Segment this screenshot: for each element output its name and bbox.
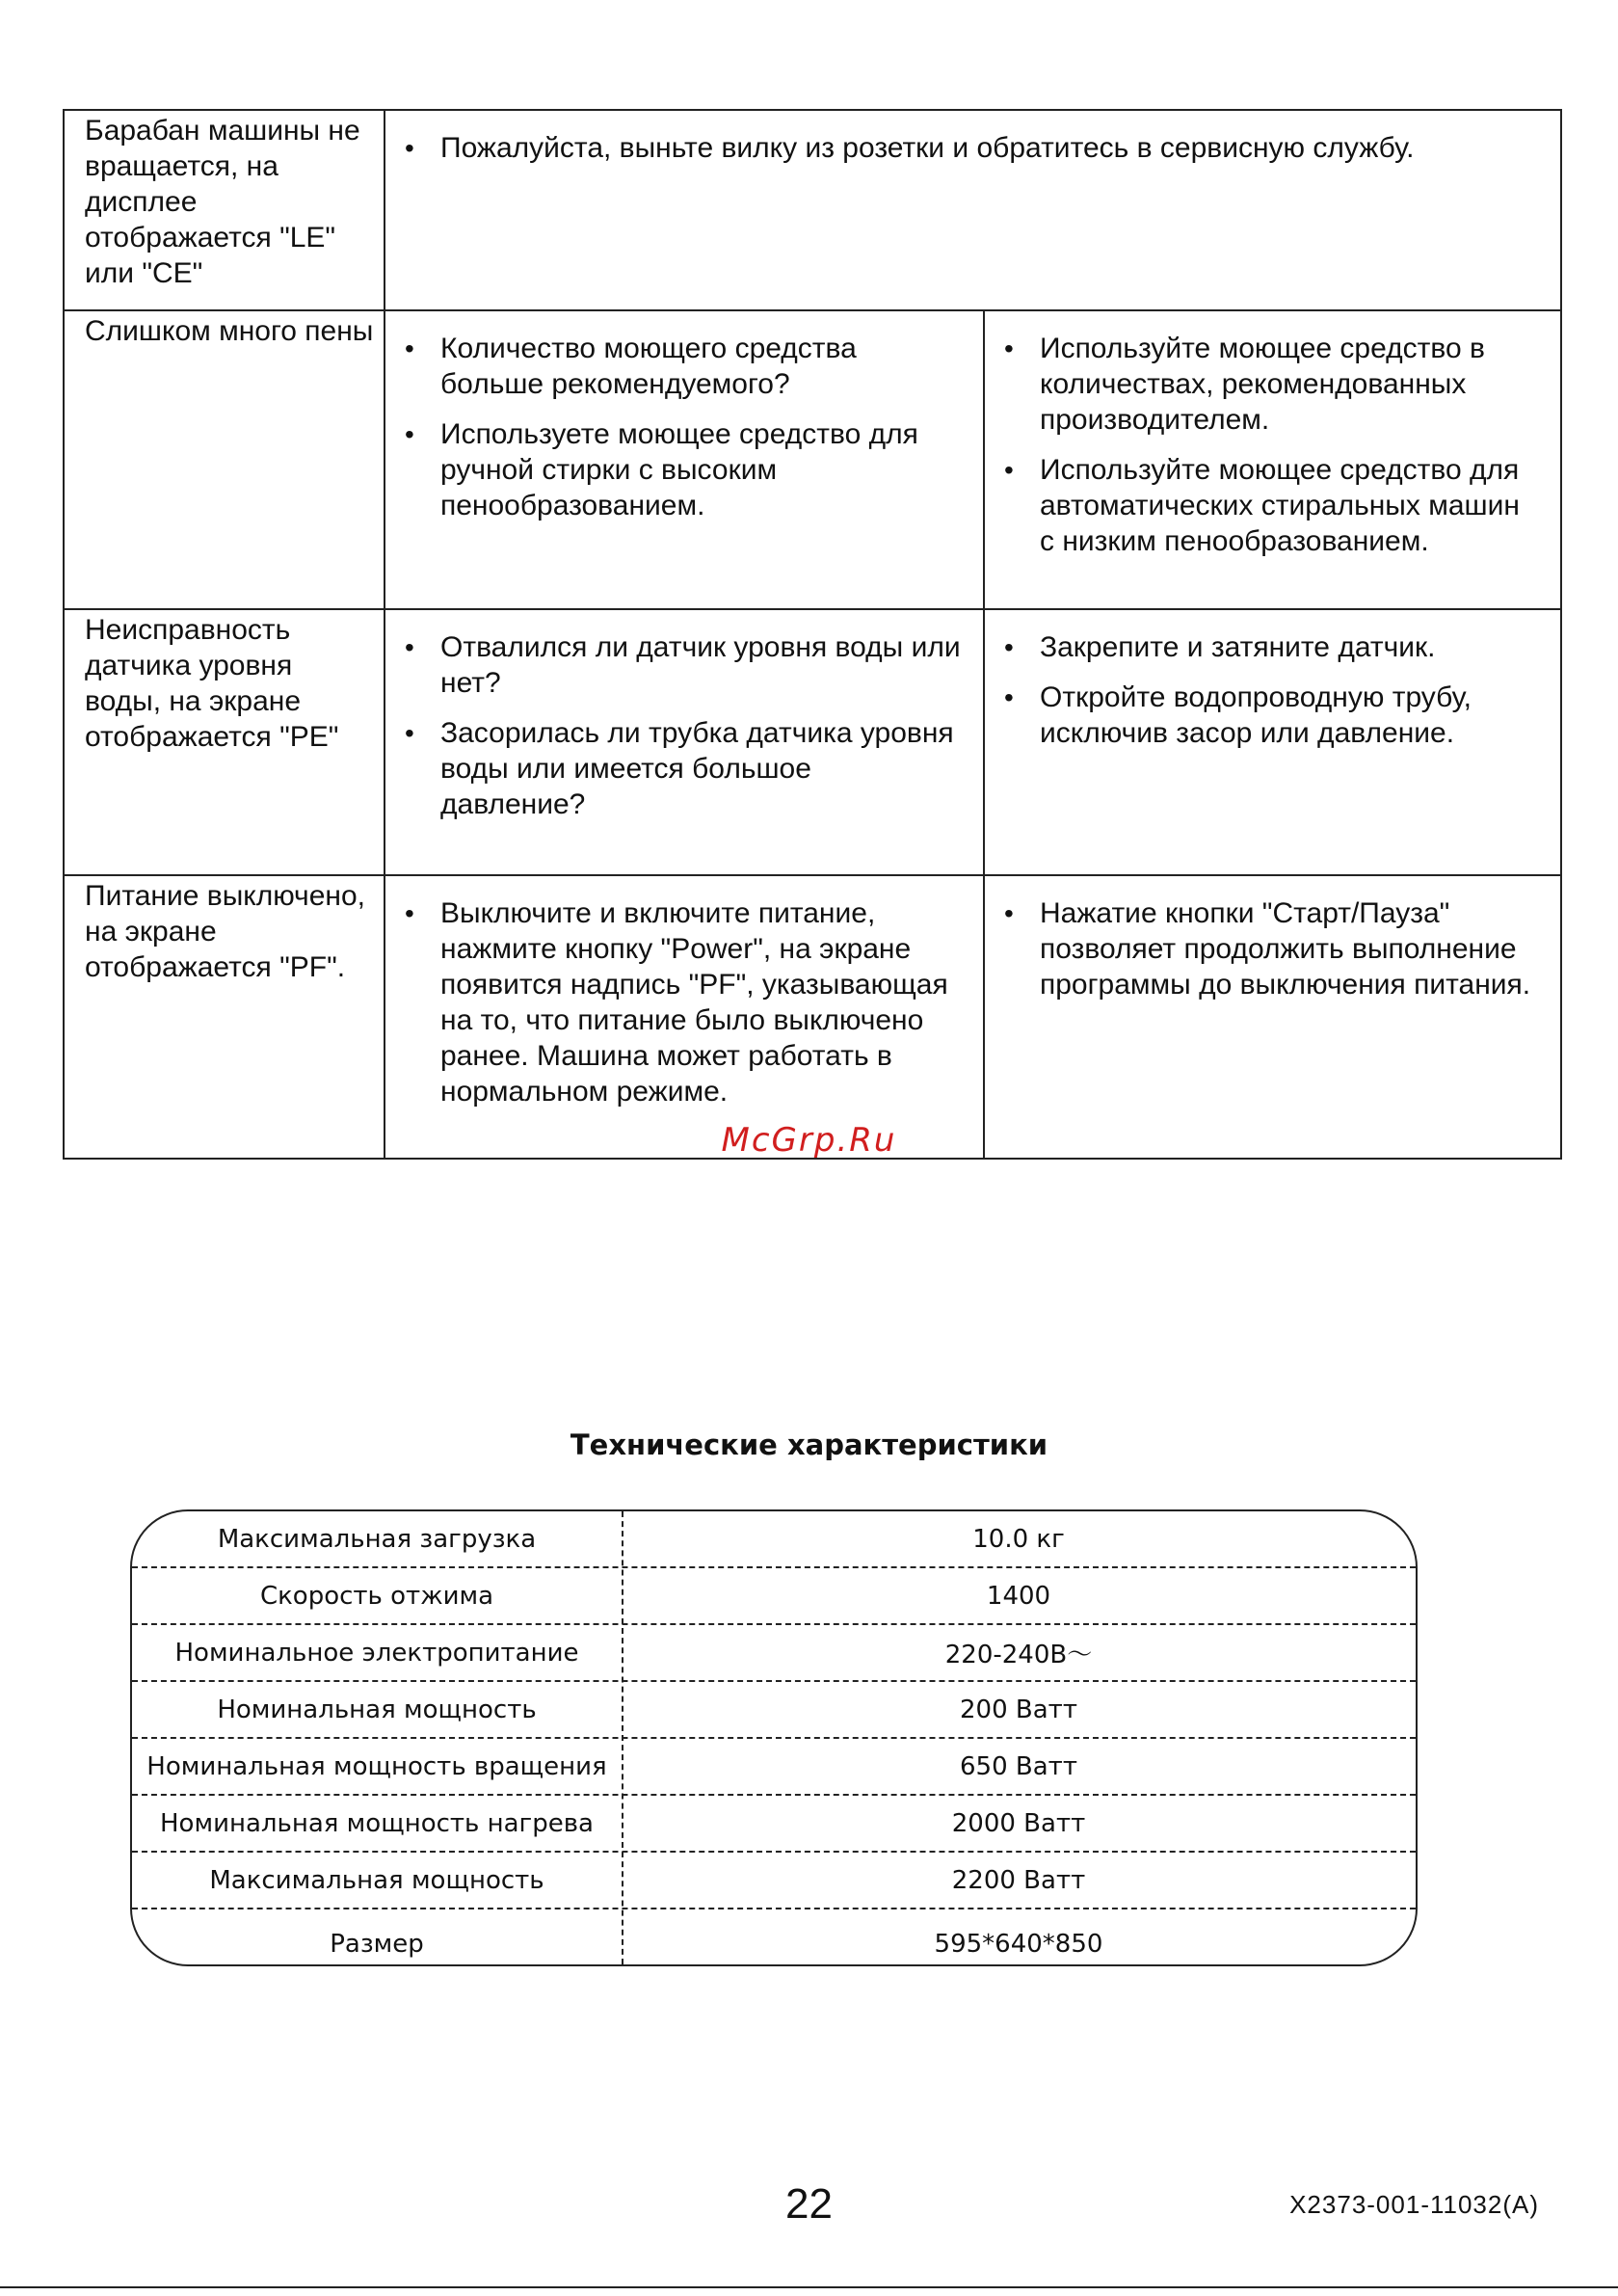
spec-value: 595*640*850	[934, 1930, 1103, 1959]
spec-value: 650 Ватт	[960, 1751, 1077, 1781]
list-item: • Пожалуйста, выньте вилку из розетки и обратитесь в сервисную службу.	[405, 130, 1539, 166]
list-item: • Выключите и включите питание, нажмите кнопку "Power", на экране появится надпись "PF", указывающая на то, что питание было выключено ранее. Машина может работать в нормальном режиме.	[405, 895, 962, 1109]
table-row	[64, 875, 1561, 1159]
spec-value: 2200 Ватт	[951, 1865, 1086, 1895]
list-item: • Используете моющее средство для ручной стирки с высоким пенообразованием.	[405, 416, 962, 523]
list-item: • Используйте моющее средство в количествах, рекомендованных производителем.	[1004, 331, 1539, 438]
cause-cell	[385, 110, 1561, 310]
cause-cell	[385, 609, 984, 875]
solution-cell	[984, 609, 1561, 875]
specs-title: Технические характеристики	[570, 1428, 1048, 1461]
table-row	[64, 310, 1561, 609]
spec-label: Номинальное электропитание	[174, 1638, 579, 1668]
spec-row	[132, 1625, 1416, 1682]
list-item: • Нажатие кнопки "Старт/Пауза" позволяет продолжить выполнение программы до выключения питания.	[1004, 895, 1539, 1002]
spec-row	[132, 1796, 1416, 1853]
table-row	[64, 110, 1561, 310]
spec-label: Максимальная загрузка	[217, 1524, 537, 1554]
solution-cell	[984, 875, 1561, 1159]
spec-row	[132, 1511, 1416, 1568]
list-item: • Отвалился ли датчик уровня воды или нет?	[405, 629, 962, 701]
spec-row	[132, 1739, 1416, 1796]
list-item: • Закрепите и затяните датчик.	[1004, 629, 1539, 665]
specs-table	[130, 1509, 1418, 1966]
problem-cell: Питание выключено, на экране отображается "PF".	[64, 875, 385, 1159]
spec-row	[132, 1568, 1416, 1625]
spec-row	[132, 1682, 1416, 1739]
spec-row	[132, 1909, 1416, 1966]
spec-label: Номинальная мощность нагрева	[160, 1808, 594, 1838]
spec-value: 220-240В～	[944, 1641, 1093, 1669]
watermark: McGrp.Ru	[721, 1121, 897, 1160]
spec-label: Номинальная мощность	[217, 1695, 537, 1724]
troubleshooting-table	[63, 109, 1562, 1160]
spec-label: Размер	[330, 1930, 424, 1959]
problem-cell: Слишком много пены	[64, 310, 385, 609]
spec-label: Скорость отжима	[259, 1581, 494, 1611]
problem-cell: Неисправность датчика уровня воды, на экране отображается "PE"	[64, 609, 385, 875]
spec-row	[132, 1853, 1416, 1909]
solution-cell	[984, 310, 1561, 609]
spec-value: 2000 Ватт	[951, 1808, 1086, 1838]
list-item: • Засорилась ли трубка датчика уровня воды или имеется большое давление?	[405, 715, 962, 822]
cause-cell	[385, 310, 984, 609]
problem-cell: Барабан машины не вращается, на дисплее отображается "LE" или "CE"	[64, 110, 385, 310]
list-item: • Количество моющего средства больше рекомендуемого?	[405, 331, 962, 402]
bottom-rule	[0, 2286, 1618, 2288]
spec-label: Номинальная мощность вращения	[146, 1751, 607, 1781]
spec-value: 1400	[986, 1581, 1051, 1611]
list-item: • Используйте моющее средство для автоматических стиральных машин с низким пенообразованием.	[1004, 452, 1539, 559]
table-row	[64, 609, 1561, 875]
spec-value: 200 Ватт	[960, 1695, 1077, 1724]
page-number: 22	[785, 2180, 833, 2228]
spec-label: Максимальная мощность	[209, 1865, 544, 1895]
cause-cell	[385, 875, 984, 1159]
list-item: • Откройте водопроводную трубу, исключив засор или давление.	[1004, 680, 1539, 751]
document-code: X2373-001-11032(A)	[1289, 2190, 1539, 2219]
spec-value: 10.0 кг	[972, 1524, 1065, 1554]
